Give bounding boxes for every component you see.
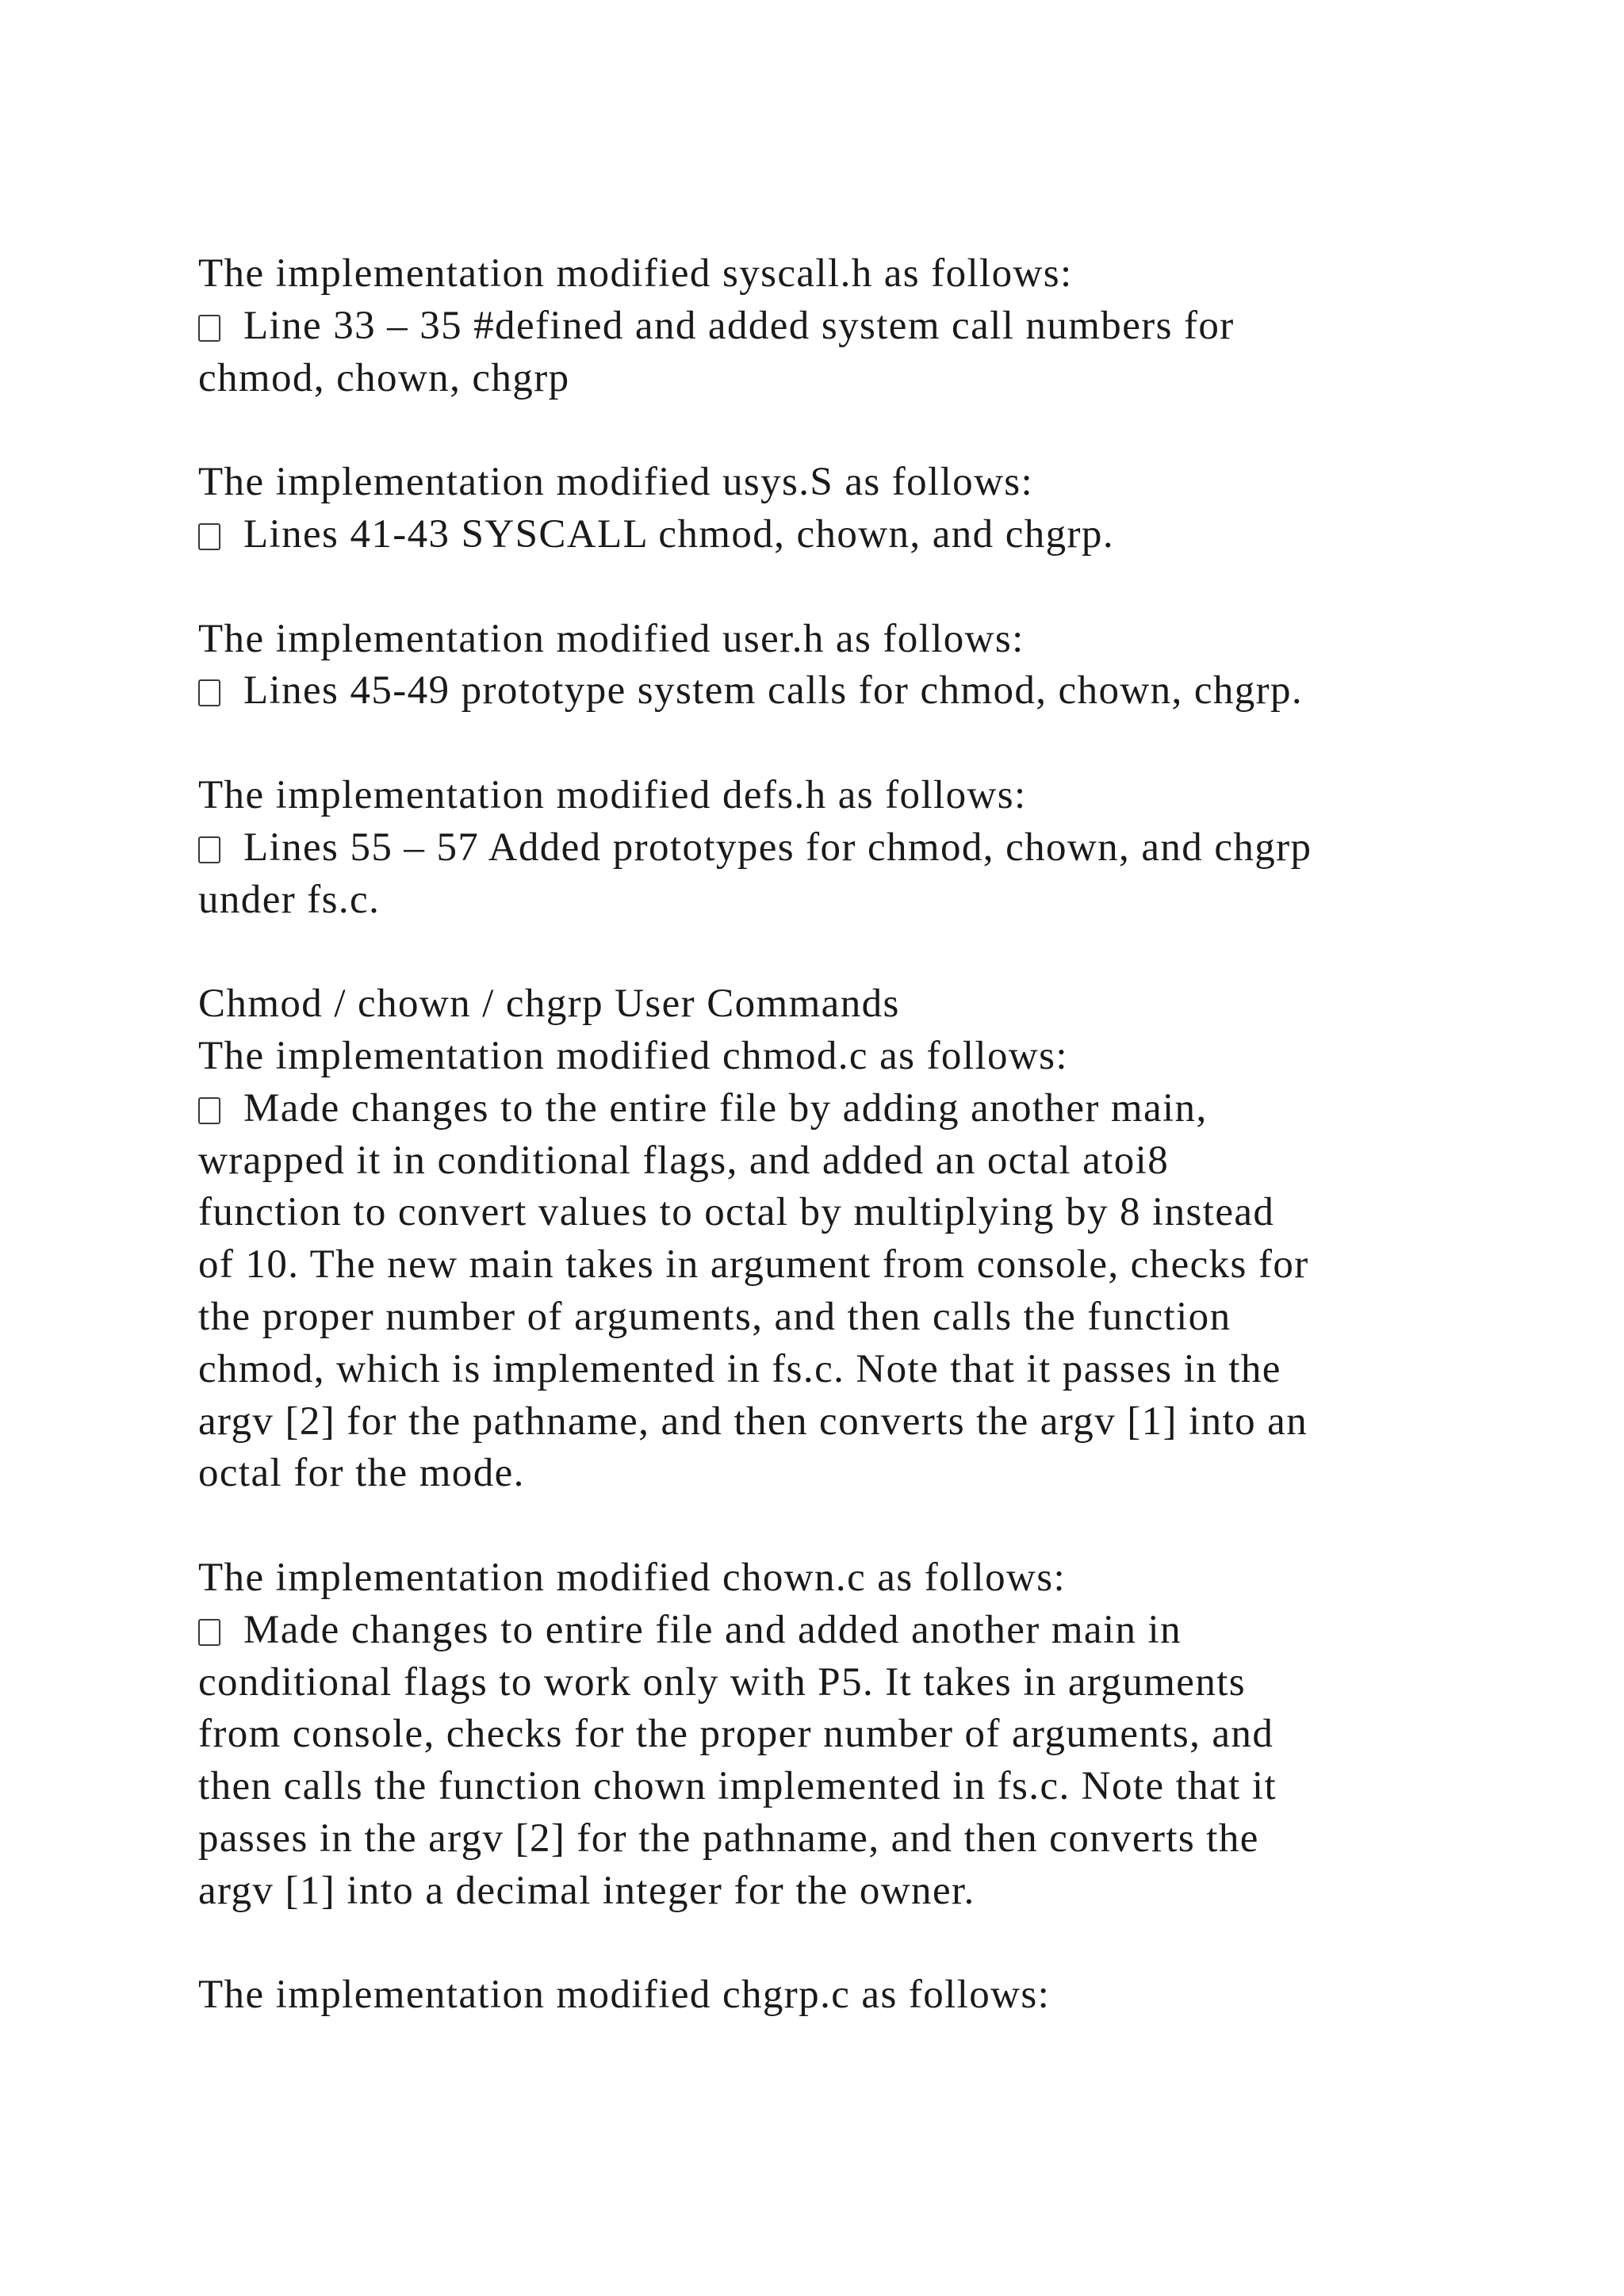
text-line	[198, 1657, 1467, 1709]
text-line	[198, 457, 1467, 509]
text-line	[198, 1396, 1467, 1448]
line-text: The implementation modified chgrp.c as follows:	[198, 1973, 1051, 2018]
bullet-line	[198, 665, 1467, 718]
text-line	[198, 1813, 1467, 1866]
text-line	[198, 1292, 1467, 1344]
text-line	[198, 353, 1467, 405]
line-text: Chmod / chown / chgrp User Commands	[198, 982, 900, 1027]
bullet-line	[198, 509, 1467, 561]
line-text: from console, checks for the proper number of arguments, and	[198, 1712, 1274, 1757]
text-line	[198, 1709, 1467, 1761]
bullet-line	[198, 1083, 1467, 1135]
line-text: wrapped it in conditional flags, and added an octal atoi8	[198, 1138, 1170, 1183]
text-line	[198, 1448, 1467, 1500]
document-body	[198, 248, 1467, 2022]
paragraph	[198, 457, 1467, 561]
text-line	[198, 1866, 1467, 1918]
bullet-icon	[198, 679, 220, 706]
line-text: The implementation modified defs.h as follows:	[198, 772, 1027, 817]
line-text: chmod, chown, chgrp	[198, 355, 570, 400]
paragraph-spacer	[198, 926, 1467, 978]
bullet-icon	[198, 523, 220, 550]
line-text: chmod, which is implemented in fs.c. Note that it passes in the	[198, 1346, 1281, 1391]
line-text: of 10. The new main takes in argument from console, checks for	[198, 1242, 1309, 1288]
line-text: The implementation modified user.h as follows:	[198, 616, 1025, 661]
paragraph-spacer	[198, 561, 1467, 614]
line-text: argv [2] for the pathname, and then converts the argv [1] into an	[198, 1399, 1308, 1444]
paragraph	[198, 614, 1467, 718]
bullet-icon	[198, 1619, 220, 1646]
text-line	[198, 978, 1467, 1031]
text-line	[198, 874, 1467, 927]
text-line	[198, 770, 1467, 822]
paragraph	[198, 248, 1467, 404]
bullet-line	[198, 822, 1467, 874]
line-text: octal for the mode.	[198, 1451, 525, 1496]
paragraph-spacer	[198, 1500, 1467, 1552]
paragraph-spacer	[198, 718, 1467, 770]
text-line	[198, 1969, 1467, 2022]
text-line	[198, 1344, 1467, 1396]
text-line	[198, 1135, 1467, 1188]
text-line	[198, 248, 1467, 300]
line-text: Lines 45-49 prototype system calls for chmod, chown, chgrp.	[243, 668, 1304, 714]
bullet-icon	[198, 315, 220, 342]
text-line	[198, 1761, 1467, 1813]
line-text: under fs.c.	[198, 877, 381, 922]
line-text: Line 33 – 35 #defined and added system call numbers for	[243, 303, 1235, 348]
line-text: Lines 41-43 SYSCALL chmod, chown, and chgrp.	[243, 511, 1114, 557]
bullet-line	[198, 1605, 1467, 1657]
line-text: conditional flags to work only with P5. It takes in arguments	[198, 1659, 1247, 1705]
line-text: Made changes to entire file and added another main in	[243, 1607, 1182, 1652]
text-line	[198, 1239, 1467, 1292]
paragraph	[198, 1969, 1467, 2022]
line-text: then calls the function chown implemented in fs.c. Note that it	[198, 1764, 1277, 1809]
paragraph-spacer	[198, 404, 1467, 457]
text-line	[198, 1187, 1467, 1239]
line-text: Made changes to the entire file by adding another main,	[243, 1085, 1208, 1131]
paragraph	[198, 770, 1467, 926]
line-text: The implementation modified chmod.c as follows:	[198, 1033, 1068, 1078]
line-text: The implementation modified usys.S as follows:	[198, 460, 1034, 505]
line-text: The implementation modified chown.c as follows:	[198, 1555, 1067, 1600]
paragraph	[198, 1552, 1467, 1918]
bullet-line	[198, 300, 1467, 353]
line-text: the proper number of arguments, and then calls the function	[198, 1294, 1231, 1339]
line-text: argv [1] into a decimal integer for the owner.	[198, 1868, 975, 1913]
line-text: The implementation modified syscall.h as follows:	[198, 251, 1073, 296]
text-line	[198, 1552, 1467, 1605]
line-text: passes in the argv [2] for the pathname, and then converts the	[198, 1816, 1259, 1861]
line-text: Lines 55 – 57 Added prototypes for chmod, chown, and chgrp	[243, 825, 1312, 870]
text-line	[198, 614, 1467, 666]
line-text: function to convert values to octal by multiplying by 8 instead	[198, 1190, 1275, 1235]
bullet-icon	[198, 836, 220, 863]
paragraph-spacer	[198, 1918, 1467, 1970]
bullet-icon	[198, 1097, 220, 1124]
text-line	[198, 1031, 1467, 1083]
paragraph	[198, 978, 1467, 1500]
